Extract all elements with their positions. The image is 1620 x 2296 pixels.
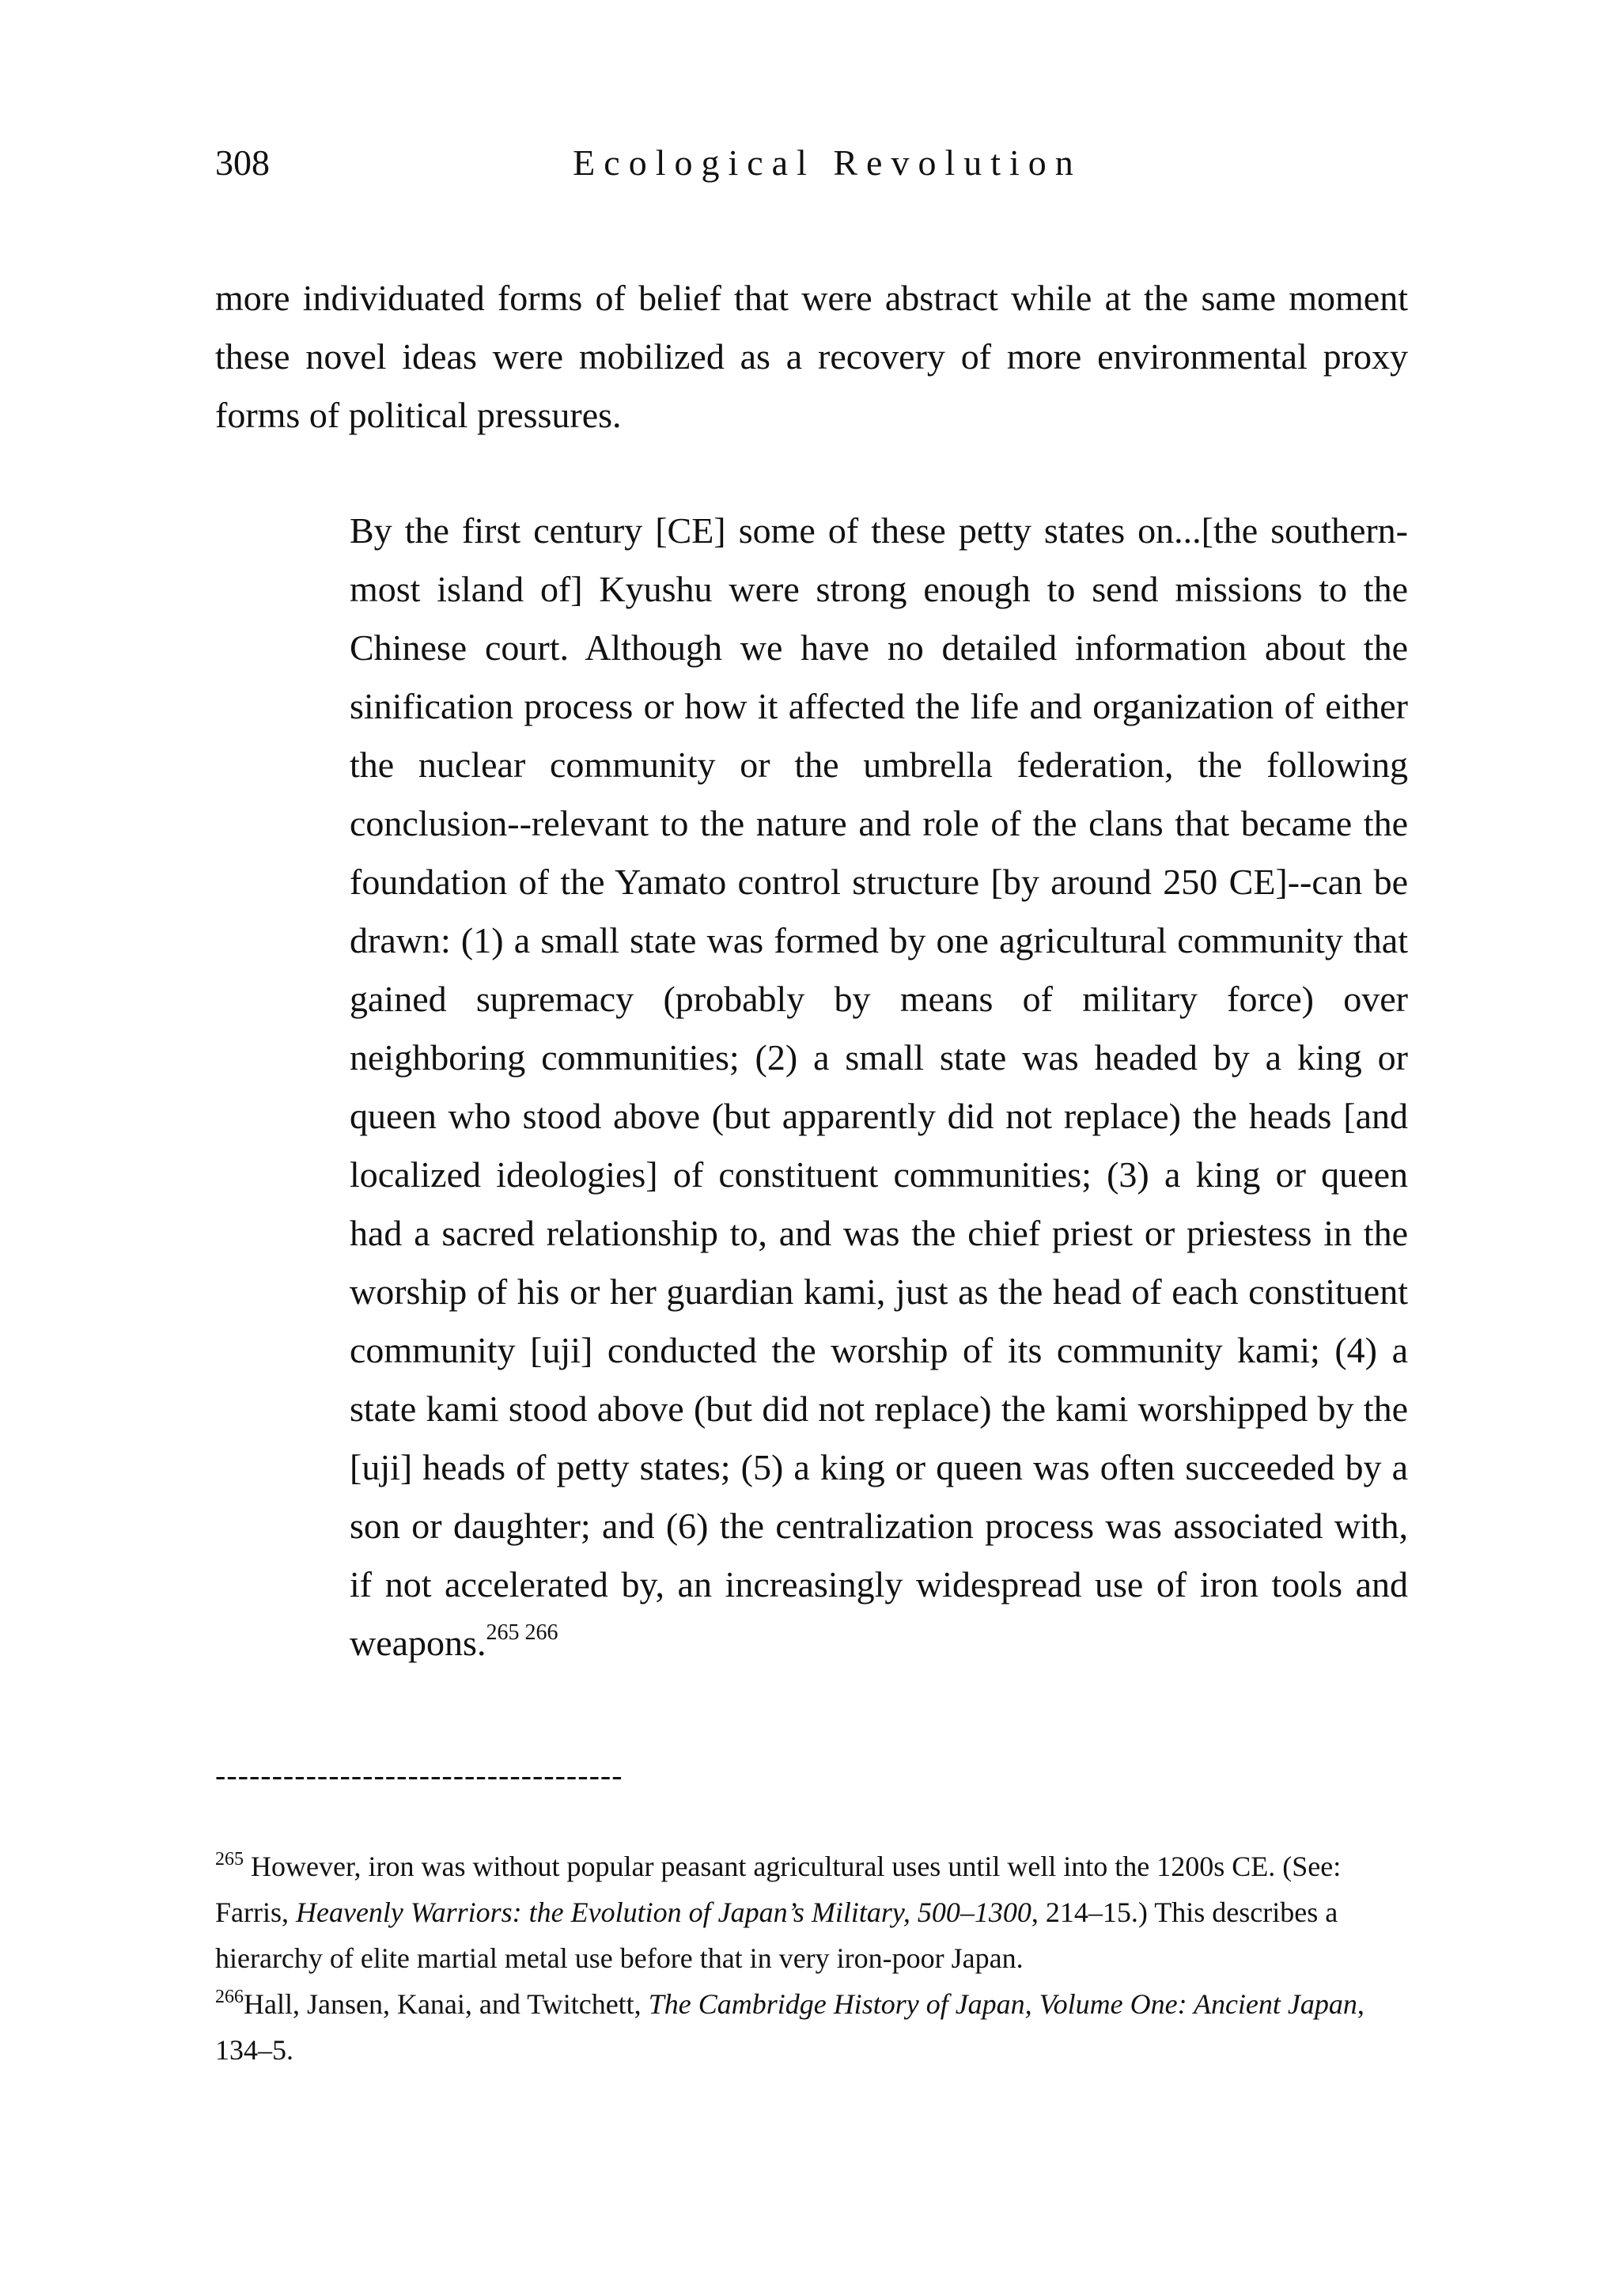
footnote-number: 265 xyxy=(215,1849,244,1870)
footnote-separator: ------------------------------------ xyxy=(215,1757,623,1793)
footnote-265 xyxy=(215,1843,1408,1981)
block-quote xyxy=(350,502,1408,1673)
footnote-text: , 214–15.) This describes a hierarchy of elite martial metal use before that in very iron-poor Japan. xyxy=(215,1896,1338,1974)
running-head xyxy=(215,139,1408,187)
footnote-cited-title: The Cambridge History of Japan, Volume One: Ancient Japan xyxy=(648,1988,1357,2020)
footnote-text: , 134–5. xyxy=(215,1988,1365,2066)
footnote-number: 266 xyxy=(215,1987,244,2007)
footnotes xyxy=(215,1843,1408,2073)
footnote-refs: 265 266 xyxy=(486,1620,558,1645)
footnote-266 xyxy=(215,1981,1408,2073)
body-paragraph: more individuated forms of belief that were abstract while at the same moment these novel ideas were mobilized as a recovery of more environmental proxy forms of political pressures. xyxy=(215,278,1408,435)
page-number: 308 xyxy=(215,142,270,183)
footnote-text: Hall, Jansen, Kanai, and Twitchett, xyxy=(244,1988,649,2020)
footnote-cited-title: Heavenly Warriors: the Evolution of Japan’s Military, 500–1300 xyxy=(296,1896,1031,1928)
running-title: Ecological Revolution xyxy=(573,142,1082,183)
footnote-text: However, iron was without popular peasant agricultural uses until well into the 1200s CE. (See: Farris, xyxy=(215,1851,1342,1928)
block-quote-text: By the first century [CE] some of these petty states on...[the southern-most island of] Kyushu were strong enough to send missions to the Chinese court. Although we have no detailed information about the sinification process or how it affected the life and organization of either the nuclear community or the umbrella federation, the following conclusion--relevant to the nature and role of the clans that became the foundation of the Yamato control structure [by around 250 CE]--can be drawn: (1) a small state was formed by one agricultural community that gained supremacy (probably by means of military force) over neighboring communities; (2) a small state was headed by a king or queen who stood above (but apparently did not replace) the heads [and localized ideologies] of constituent communities; (3) a king or queen had a sacred relationship to, and was the chief priest or priestess in the worship of his or her guardian kami, just as the head of each constituent community [uji] conducted the worship of its community kami; (4) a state kami stood above (but did not replace) the kami worshipped by the [uji] heads of petty states; (5) a king or queen was often succeeded by a son or daughter; and (6) the centralization process was associated with, if not accelerated by, an increasingly widespread use of iron tools and weapons. xyxy=(350,510,1408,1663)
